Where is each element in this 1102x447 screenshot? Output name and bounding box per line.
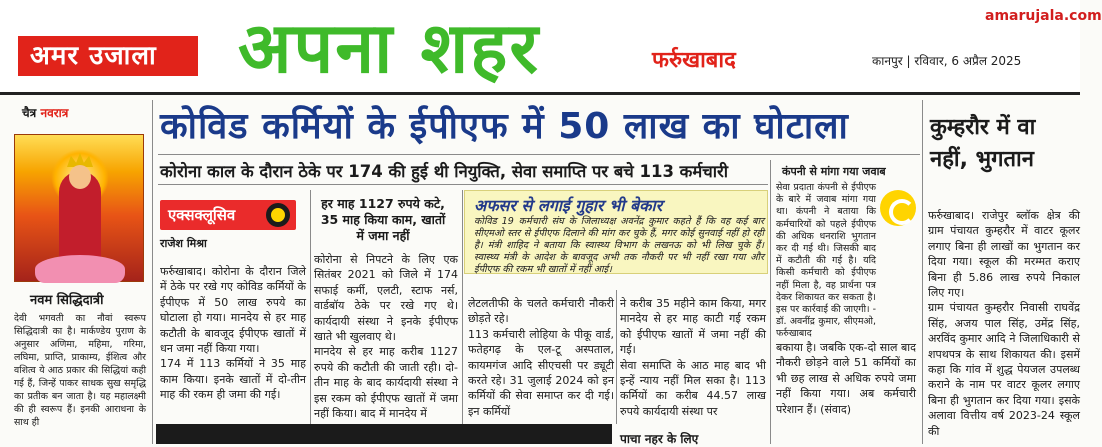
box-text: कोविड 19 कर्मचारी संघ के जिलाध्यक्ष अवनेंद्र कुमार कहते हैं कि वह कई बार सीएमओ स्तर से ईपीएफ दिलाने की मांग कर चुके हैं, मगर कोई सुनवाई नहीं हो रही है। मंत्री शाहिद ने बताया कि स्वास्थ्य विभाग के लखनऊ को भी लिख चुके हैं। स्वास्थ्य मंत्री के आदेश के बावजूद अभी तक नौकरी पर भी नहीं रखा गया और ईपीएफ की रकम भी खातों में नहीं आई। xyxy=(474,216,764,275)
box-headline: अफसर से लगाई गुहार भी बेकार xyxy=(474,196,663,215)
story-column-1: फर्रुखाबाद। कोरोना के दौरान जिले में ठेके पर रखे गए कोविड कर्मियों के ईपीएफ में 50 लाख रुपये का घोटाला हो गया। मानदेय से हर माह कटौती के बावजूद ईपीएफ खातों में धन जमा नहीं किया गया। 174 में 113 कर्मियों ने 35 माह काम किया। इनके खातों में दो-तीन माह की रकम ही जमा की गई। xyxy=(160,265,306,402)
left-section-label xyxy=(22,104,68,121)
edition-date: कानपुर | रविवार, 6 अप्रैल 2025 xyxy=(872,54,1022,68)
website-label: amarujala.com xyxy=(985,8,1102,24)
goddess-name: नवम सिद्धिदात्री xyxy=(30,293,104,308)
masthead-divider xyxy=(0,92,1080,95)
side-box-headline: कंपनी से मांगा गया जवाब xyxy=(782,165,886,178)
city-name: फर्रुखाबाद xyxy=(652,48,736,73)
story-column-3: लेटलतीफी के चलते कर्मचारी नौकरी छोड़ते रहे। 113 कर्मचारी लोहिया के पीकू वार्ड, फतेहगढ़ के एल-टू अस्पताल, कायमगंज आदि सीएचसी पर ड्यूटी करते रहे। 31 जुलाई 2024 को इन कर्मियों की सेवा समाप्त कर दी गई। इन कर्मियों xyxy=(468,297,614,418)
goddess-image xyxy=(14,134,144,282)
right-headline-1: कुम्हरौर में वा xyxy=(930,115,1036,140)
exclusive-ring-icon xyxy=(266,203,290,227)
exclusive-badge: एक्सक्लूसिव xyxy=(160,200,296,230)
left-section-label-1: चैत्र xyxy=(22,106,37,120)
section-title: अपना शहर xyxy=(238,7,540,89)
column-divider xyxy=(310,190,311,424)
column-divider xyxy=(462,190,463,424)
subhead-divider xyxy=(158,184,768,185)
story-column-2: कोरोना से निपटने के लिए एक सितंबर 2021 को जिले में 174 सफाई कर्मी, एलटी, स्टाफ नर्स, वार्डबॉय ठेके पर रखे गए थे। कार्यदायी संस्था ने इनके ईपीएफ खाते भी खुलवाए थे। मानदेय से हर माह करीब 1127 रुपये की कटौती की जाती रही। दो-तीन माह के बाद कार्यदायी संस्था ने इस रकम को ईपीएफ खातों में जमा नहीं किया। बाद में मानदेय में xyxy=(314,253,458,421)
right-headline-2: नहीं, भुगतान xyxy=(930,147,1034,172)
byline: राजेश मिश्रा xyxy=(160,237,207,250)
side-box-text: सेवा प्रदाता कंपनी से ईपीएफ के बारे में जवाब मांगा गया था। कंपनी ने बताया कि कर्मचारियों को पहले ईपीएफ की अधिक धनराशि भुगतान कर दी गई थी। जिसकी बाद में कटौती की गई है। यदि किसी कर्मचारी को ईपीएफ नहीं मिला है, वह प्रार्थना पत्र देकर शिकायत कर सकता है। इस पर कार्रवाई की जाएगी। - डॉ. अवनींद्र कुमार, सीएमओ, फर्रुखाबाद xyxy=(776,182,876,340)
refresh-icon xyxy=(880,190,916,226)
next-headline: पाचा नहर के लिए xyxy=(620,432,699,446)
column-divider xyxy=(770,160,771,444)
left-section-label-2: नवरात्र xyxy=(40,106,69,120)
right-story-text: फर्रुखाबाद। राजेपुर ब्लॉक क्षेत्र की ग्राम पंचायत कुम्हरौर में वाटर कूलर लगाए बिना ही लाखों का भुगतान कर दिया गया। स्कूल की मरम्मत कराए बिना ही 5.86 लाख रुपये निकाल लिए गए। ग्राम पंचायत कुम्हरौर निवासी राघवेंद्र सिंह, अजय पाल सिंह, उमेंद्र सिंह, अरविंद कुमार आदि ने जिलाधिकारी से शपथपत्र के साथ शिकायत की। इसमें कहा कि गांव में शुद्ध पेयजल उपलब्ध कराने के नाम पर वाटर कूलर लगाए बिना ही भुगतान कर दिया गया। इसके अलावा वित्तीय वर्ष 2023-24 स्कूल की xyxy=(928,209,1080,438)
main-headline: कोविड कर्मियों के ईपीएफ में 50 लाख का घोटाला xyxy=(160,106,849,147)
column-divider xyxy=(922,100,923,444)
column-divider xyxy=(616,290,617,424)
left-column-text: देवी भगवती का नौवां स्वरूप सिद्धिदात्री का है। मार्कण्डेय पुराण के अनुसार अणिमा, महिमा, गरिमा, लघिमा, प्राप्ति, प्राकाम्य, ईशित्व और वशित्व ये आठ प्रकार की सिद्धियां कही गई हैं, जिन्हें पाकर साधक सुख समृद्धि का प्रतीक बन जाता है। यह महालक्ष्मी की ही स्वरूप हैं। इनकी आराधना के साथ ही xyxy=(14,313,146,428)
column-divider xyxy=(152,100,153,444)
next-headline-strip xyxy=(156,424,612,444)
sub-story-head: हर माह 1127 रुपये कटे, 35 माह किया काम, खातों में जमा नहीं xyxy=(320,196,446,243)
main-subheadline: कोरोना काल के दौरान ठेके पर 174 की हुई थी नियुक्ति, सेवा समाप्ति पर बचे 113 कर्मचारी xyxy=(160,162,728,181)
story-column-4: ने करीब 35 महीने काम किया, मगर मानदेय से हर माह काटी गई रकम को ईपीएफ खातों में जमा नहीं की गई। सेवा समाप्ति के आठ माह बाद भी इन्हें न्याय नहीं मिल सका है। 113 कर्मियों का करीब 44.57 लाख रुपये कार्यदायी संस्था पर xyxy=(620,297,766,418)
right-headline xyxy=(930,112,1035,176)
story-column-5: बकाया है। जबकि एक-दो साल बाद नौकरी छोड़ने वाले 51 कर्मियों का भी छह लाख से अधिक रुपये जमा नहीं किया गया। अब कर्मचारी परेशान हैं। (संवाद) xyxy=(776,341,916,416)
newspaper-logo: अमर उजाला xyxy=(18,36,198,76)
headline-divider xyxy=(158,154,920,155)
